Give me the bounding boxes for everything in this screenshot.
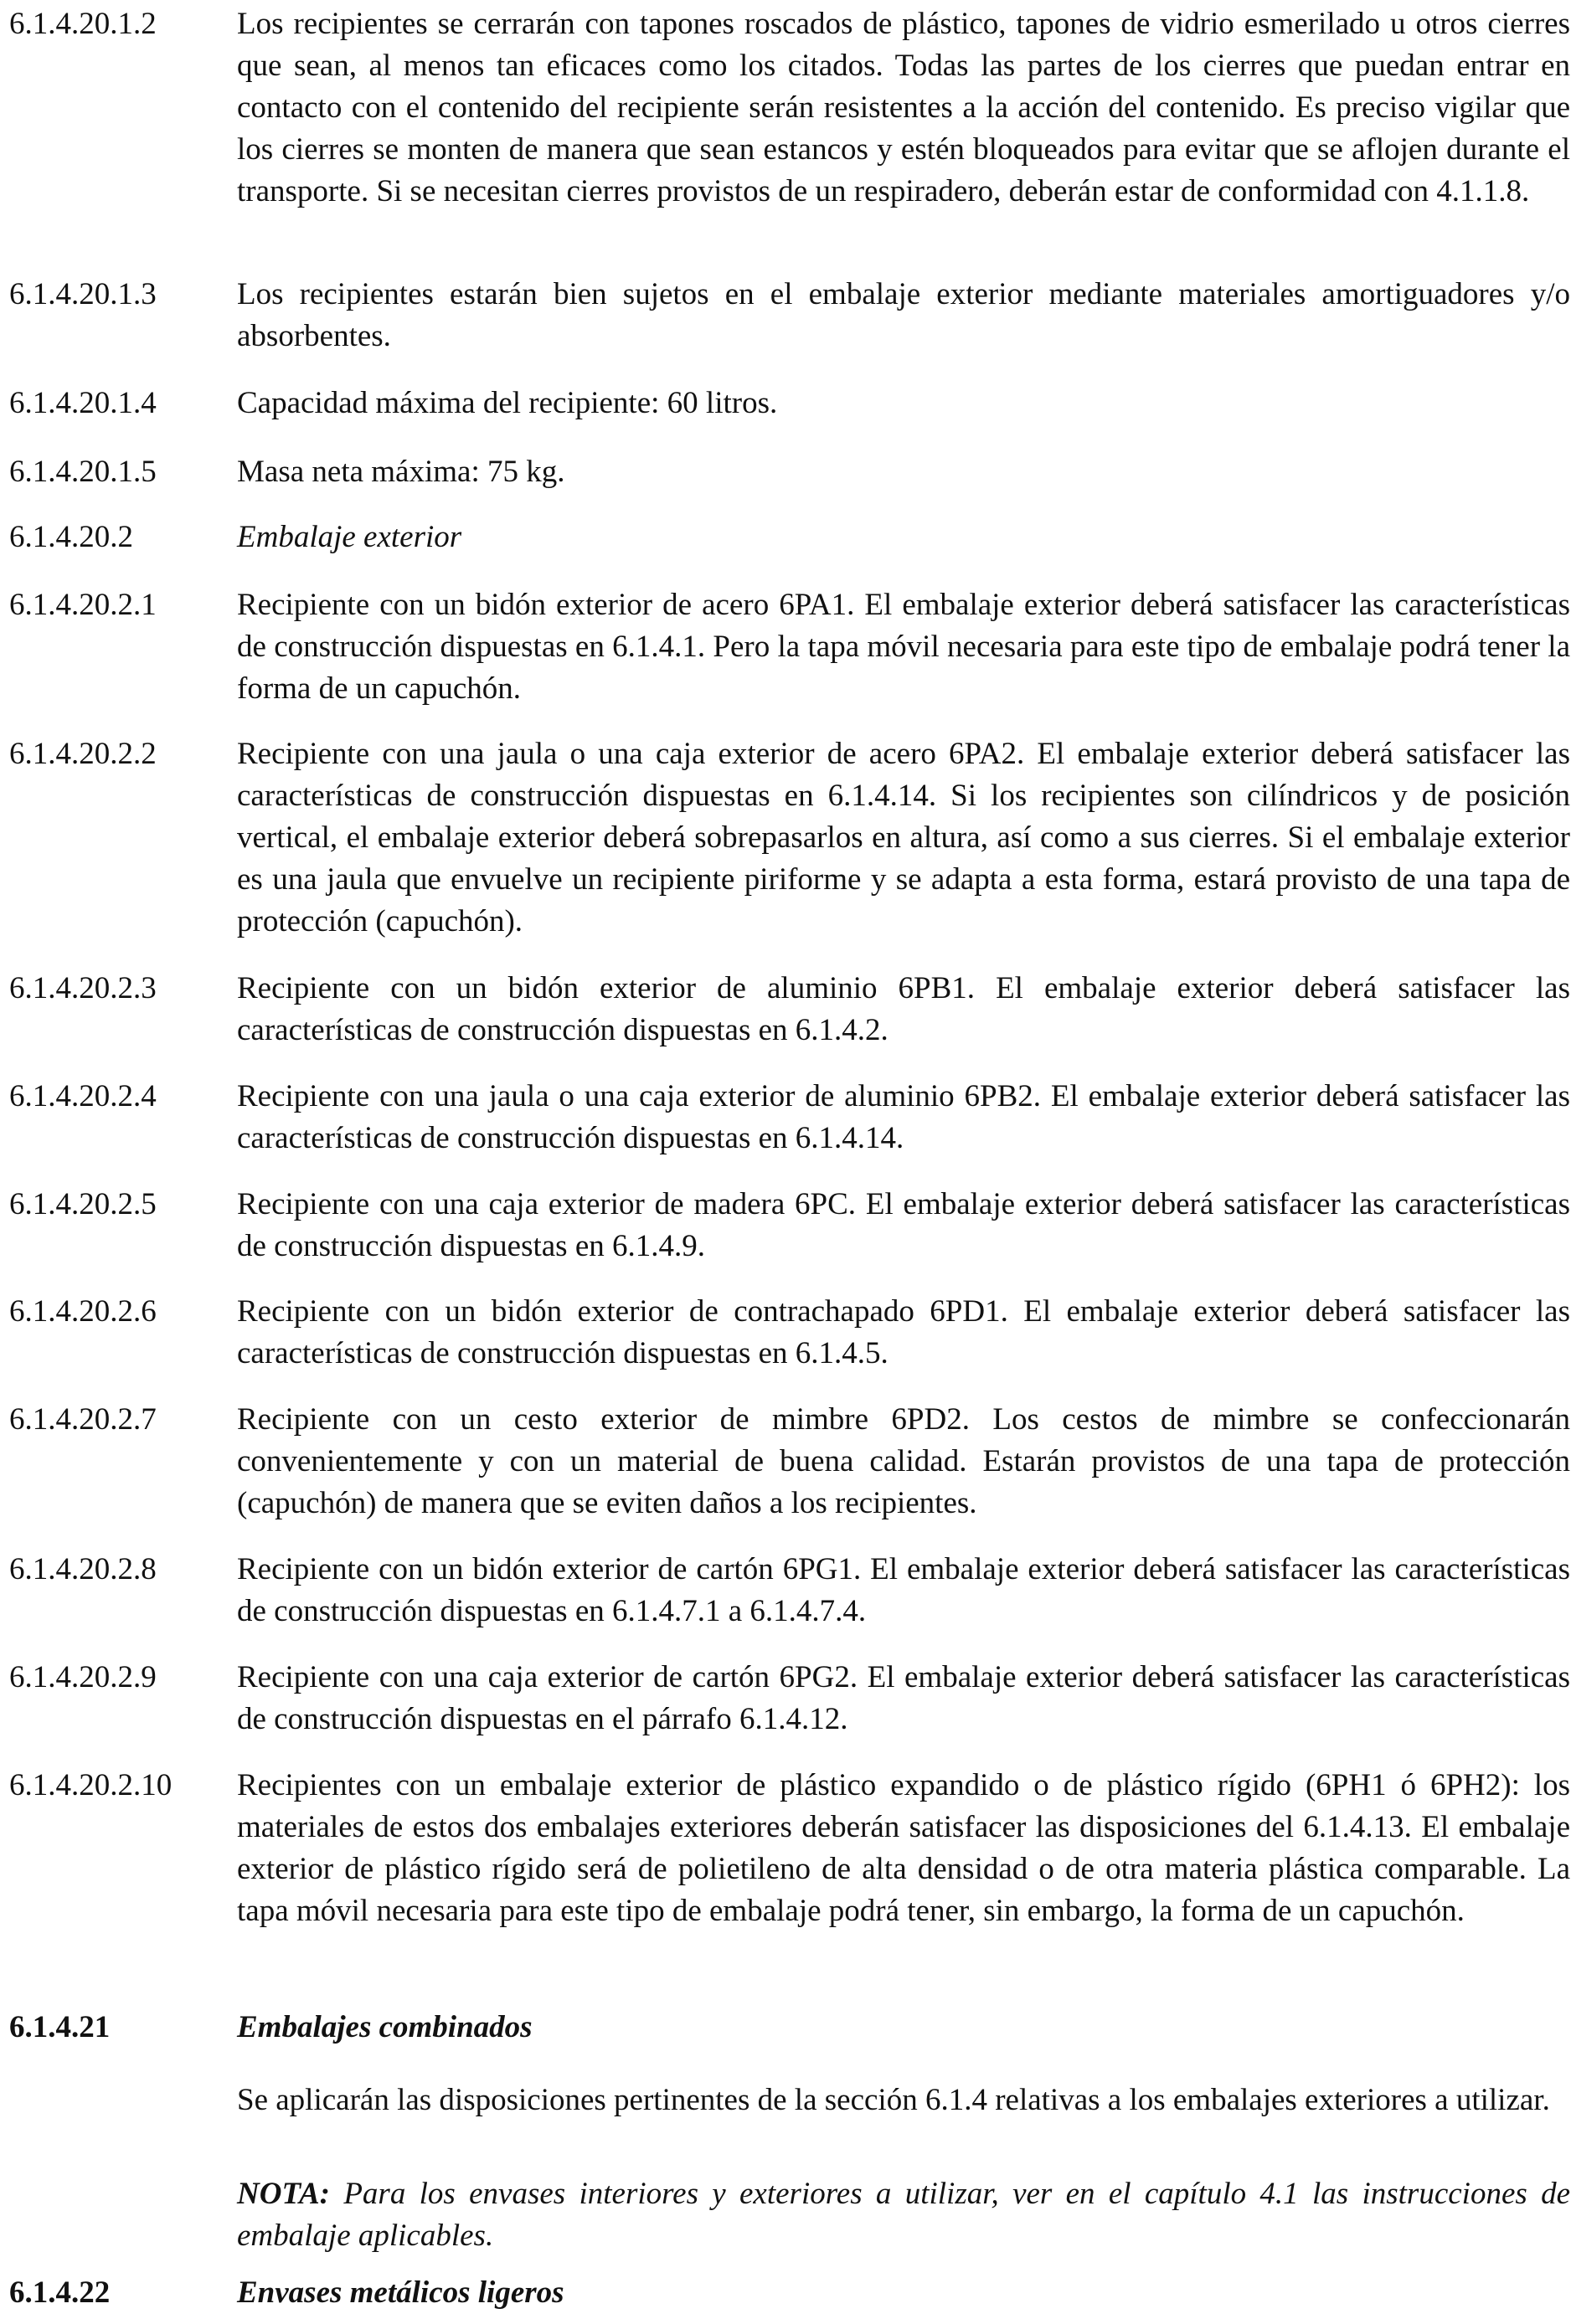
clause-number: 6.1.4.20.2.1	[9, 588, 157, 622]
clause-6-1-4-20-2-3	[9, 968, 1570, 1051]
clause-text: Recipiente con una caja exterior de madera 6PC. El embalaje exterior deberá satisfacer las características de construcción dispuestas en 6.1.4.9.	[237, 1187, 1570, 1263]
clause-text: Recipientes con un embalaje exterior de plástico expandido o de plástico rígido (6PH1 ó 6PH2): los materiales de estos dos embalajes exteriores deberán satisfacer las disposiciones del 6.1.4.13. El embalaje exterior de plástico rígido será de polietileno de alta densidad o de otra materia plástica comparable. La tapa móvil necesaria para este tipo de embalaje podrá tener, sin embargo, la forma de un capuchón.	[237, 1768, 1570, 1928]
clause-text: Recipiente con una caja exterior de cartón 6PG2. El embalaje exterior deberá satisfacer las características de construcción dispuestas en el párrafo 6.1.4.12.	[237, 1660, 1570, 1736]
clause-text: Recipiente con una jaula o una caja exterior de aluminio 6PB2. El embalaje exterior deberá satisfacer las características de construcción dispuestas en 6.1.4.14.	[237, 1079, 1570, 1155]
clause-number: 6.1.4.20.1.2	[9, 7, 157, 41]
clause-number: 6.1.4.20.2.8	[9, 1552, 157, 1586]
clause-6-1-4-20-1-2	[9, 3, 1570, 213]
clause-6-1-4-20-2-10	[9, 1765, 1570, 1932]
clause-number: 6.1.4.20.1.3	[9, 277, 157, 311]
section-number: 6.1.4.21	[9, 2010, 111, 2044]
clause-6-1-4-20-2-7	[9, 1399, 1570, 1524]
clause-text: Los recipientes se cerrarán con tapones roscados de plástico, tapones de vidrio esmerilado u otros cierres que sean, al menos tan eficaces como los citados. Todas las partes de los cierres que puedan entrar en contacto con el contenido del recipiente serán resistentes a la acción del contenido. Es preciso vigilar que los cierres se monten de manera que sean estancos y estén bloqueados para evitar que se aflojen durante el transporte. Si se necesitan cierres provistos de un respiradero, deberán estar de conformidad con 4.1.1.8.	[237, 7, 1570, 208]
section-title: Envases metálicos ligeros	[237, 2275, 564, 2310]
clause-6-1-4-20-1-4	[9, 383, 1570, 424]
clause-6-1-4-20-1-5	[9, 451, 1570, 493]
clause-number: 6.1.4.20.2.2	[9, 737, 157, 771]
clause-6-1-4-20-2-2	[9, 733, 1570, 943]
clause-6-1-4-20-2-8	[9, 1549, 1570, 1632]
clause-number: 6.1.4.20.1.5	[9, 455, 157, 489]
clause-number: 6.1.4.20.2.9	[9, 1660, 157, 1694]
clause-6-1-4-20-2-5	[9, 1184, 1570, 1267]
clause-text: Capacidad máxima del recipiente: 60 litros.	[237, 386, 778, 420]
note-text: Para los envases interiores y exteriores a utilizar, ver en el capítulo 4.1 las instrucciones de embalaje aplicables.	[237, 2177, 1570, 2253]
section-number: 6.1.4.22	[9, 2275, 111, 2310]
clause-text: Recipiente con un bidón exterior de cartón 6PG1. El embalaje exterior deberá satisfacer las características de construcción dispuestas en 6.1.4.7.1 a 6.1.4.7.4.	[237, 1552, 1570, 1628]
clause-text: Recipiente con un cesto exterior de mimbre 6PD2. Los cestos de mimbre se confeccionarán convenientemente y con un material de buena calidad. Estarán provistos de una tapa de protección (capuchón) de manera que se eviten daños a los recipientes.	[237, 1402, 1570, 1520]
clause-6-1-4-20-2-4	[9, 1076, 1570, 1159]
section-title: Embalajes combinados	[237, 2010, 533, 2044]
clause-6-1-4-20-1-3	[9, 274, 1570, 357]
clause-number: 6.1.4.20.2.6	[9, 1294, 157, 1329]
note	[237, 2173, 1570, 2257]
clause-heading: Embalaje exterior	[237, 520, 462, 554]
clause-text: Recipiente con un bidón exterior de contrachapado 6PD1. El embalaje exterior deberá satisfacer las características de construcción dispuestas en 6.1.4.5.	[237, 1294, 1570, 1370]
clause-text: Recipiente con un bidón exterior de aluminio 6PB1. El embalaje exterior deberá satisfacer las características de construcción dispuestas en 6.1.4.2.	[237, 971, 1570, 1047]
clause-number: 6.1.4.20.2.4	[9, 1079, 157, 1113]
clause-number: 6.1.4.20.2.5	[9, 1187, 157, 1221]
clause-6-1-4-20-2	[9, 517, 1570, 558]
section-6-1-4-21-note	[9, 2173, 1570, 2257]
clause-number: 6.1.4.20.1.4	[9, 386, 157, 420]
clause-number: 6.1.4.20.2.7	[9, 1402, 157, 1437]
section-6-1-4-22-heading	[9, 2272, 1570, 2314]
section-6-1-4-21-paragraph	[9, 2080, 1570, 2121]
section-6-1-4-21-heading	[9, 2007, 1570, 2049]
section-paragraph: Se aplicarán las disposiciones pertinentes de la sección 6.1.4 relativas a los embalajes exteriores a utilizar.	[237, 2083, 1550, 2117]
clause-text: Masa neta máxima: 75 kg.	[237, 455, 565, 489]
note-label: NOTA:	[237, 2177, 330, 2211]
clause-6-1-4-20-2-1	[9, 584, 1570, 710]
clause-6-1-4-20-2-6	[9, 1291, 1570, 1375]
clause-text: Recipiente con una jaula o una caja exterior de acero 6PA2. El embalaje exterior deberá satisfacer las características de construcción dispuestas en 6.1.4.14. Si los recipientes son cilíndricos y de posición vertical, el embalaje exterior deberá sobrepasarlos en altura, así como a sus cierres. Si el embalaje exterior es una jaula que envuelve un recipiente piriforme y se adapta a esta forma, estará provisto de una tapa de protección (capuchón).	[237, 737, 1570, 938]
clause-text: Recipiente con un bidón exterior de acero 6PA1. El embalaje exterior deberá satisfacer las características de construcción dispuestas en 6.1.4.1. Pero la tapa móvil necesaria para este tipo de embalaje podrá tener la forma de un capuchón.	[237, 588, 1570, 706]
clause-number: 6.1.4.20.2	[9, 520, 133, 554]
clause-text: Los recipientes estarán bien sujetos en el embalaje exterior mediante materiales amortiguadores y/o absorbentes.	[237, 277, 1570, 353]
clause-number: 6.1.4.20.2.10	[9, 1768, 173, 1802]
clause-6-1-4-20-2-9	[9, 1657, 1570, 1740]
clause-number: 6.1.4.20.2.3	[9, 971, 157, 1005]
